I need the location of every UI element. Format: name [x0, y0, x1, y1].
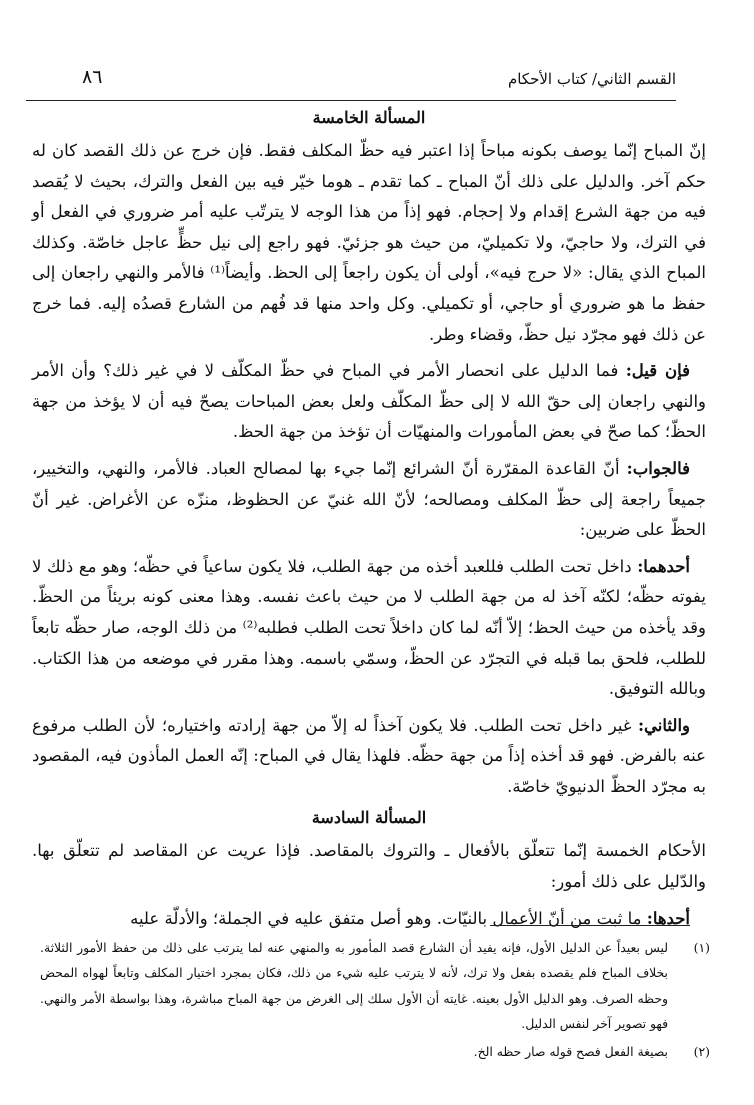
footnotes [40, 935, 710, 1066]
footnote-number: (٢) [693, 1043, 710, 1059]
paragraph-text: ما ثبت من أنّ الأعمال بالنيّات. وهو أصل متفق عليه في الجملة؛ والأدلّة عليه [130, 908, 647, 928]
footnote-text: بصيغة الفعل فصح قوله صار حظه الخ. [473, 1043, 668, 1059]
paragraph [32, 136, 706, 350]
running-title: القسم الثاني/ كتاب الأحكام [507, 70, 676, 88]
paragraph [32, 454, 706, 546]
page-number: ٨٦ [82, 66, 103, 88]
footnote-text: ليس بعيداً عن الدليل الأول، فإنه يفيد أن الشارع قصد المأمور به والمنهي عنه لما يترتب على ذلك من حفظ الأمور الثلاثة. بخلاف المباح فلم يقصده بفعل ولا ترك، لأنه لا يترتب عليه شيء من ذلك، فكان بمجرد اختيار المكلف وتابعاً لهواه المحض وحظه الصرف. وهو الدليل الأول بعينه. غايته أن الأول سلك إلى الغرض من جهة المباح مباشرة، وهذا بواسطة الأمر والنهي. فهو تصوير آخر لنفس الدليل. [40, 940, 668, 1032]
page-header [26, 60, 676, 101]
paragraph-lead: فإن قيل: [625, 361, 690, 381]
paragraph-text: غير داخل تحت الطلب. فلا يكون آخذاً له إلاّ من جهة إرادته واختياره؛ لأن الطلب مرفوع عنه بالفرض. فهو قد أخذه إذاً من جهة حظّه. فلهذا يقال في المباح: إنّه العمل المأذون فيه، المقصود به مجرّد الحظّ الدنيويّ خاصّة. [32, 715, 706, 796]
paragraph-lead: أحدهما: [637, 556, 690, 576]
footnote [40, 935, 710, 1037]
paragraph-lead: فالجواب: [626, 458, 690, 478]
section-heading-6: المسألة السادسة [311, 808, 427, 828]
paragraph-lead: والثاني: [637, 715, 690, 735]
section-heading-5: المسألة الخامسة [312, 108, 426, 127]
paragraph [32, 836, 706, 897]
main-text [32, 108, 706, 940]
paragraph-lead: أحدها: [646, 908, 690, 928]
footnote [40, 1039, 710, 1064]
footnote-divider [490, 925, 690, 926]
paragraph [32, 904, 706, 935]
paragraph-text: الأحكام الخمسة إنّما تتعلّق بالأفعال ـ والتروك بالمقاصد. فإذا عريت عن المقاصد لم تتعلّق بها. والدّليل على ذلك أمور: [32, 841, 706, 892]
paragraph-text: فما الدليل على انحصار الأمر في المباح في حظّ المكلّف لا في غير ذلك؟ وأن الأمر والنهي راجعان إلى حقّ الله لا إلى حظّ المكلّف ولعل بعض المباحات يصحّ فيه أن لا يؤخذ من جهة الحظّ؛ كما صحّ في بعض المأمورات والمنهيّات أن تؤخذ من جهة الحظ. [32, 361, 706, 442]
paragraph-text: أنّ القاعدة المقرّرة أنّ الشرائع إنّما جيء بها لمصالح العباد. فالأمر، والنهي، والتخيير، جميعاً راجعة إلى حظّ المكلف ومصالحه؛ لأنّ الله غنيّ عن الحظوظ، منزّه عن الأغراض. غير أنّ الحظّ على ضربين: [32, 458, 706, 540]
footnote-number: (١) [693, 940, 710, 955]
paragraph [32, 552, 706, 705]
paragraph-text: إنّ المباح إنّما يوصف بكونه مباحاً إذا اعتبر فيه حظّ المكلف فقط. فإن خرج عن ذلك القصد كان له حكم آخر. والدليل على ذلك أنّ المباح ـ كما تقدم ـ هوما خيّر فيه بين الفعل والترك، بحيث لا يُقصد فيه من جهة الشرع إقدام ولا إحجام. فهو إذاً من هذا الوجه لا يترتّب عليه أمر ضروري في الفعل أو في الترك، ولا حاجيّ، ولا تكميليّ، من حيث هو جزئيّ. فهو راجع إلى نيل حظٍّ عاجل خاصّة. وكذلك المباح الذي يقال: «لا حرج فيه»، أولى أن يكون راجعاً إلى الحظ. وأيضاً⁽¹⁾ فالأمر والنهي راجعان إلى حفظ ما هو ضروري أو حاجي، أو تكميلي. وكل واحد منها قد فُهم من الشارع قصدُه إليه. فما خرج عن ذلك فهو مجرّد نيل حظّ، وقضاء وطر. [32, 141, 707, 344]
paragraph-text: داخل تحت الطلب فللعبد أخذه من جهة الطلب، فلا يكون ساعياً في حظّه؛ وهو مع ذلك لا يفوته حظّه؛ لكنّه آخذ له من جهة الطلب لا من حيث باعث نفسه. وهذا معنى كونه بريئاً من الحظّ. وقد يأخذه من حيث الحظ؛ إلاّ أنّه لما كان داخلاً تحت الطلب فطلبه⁽²⁾ من ذلك الوجه، صار حظّه تابعاً للطلب، فلحق بما قبله في التجرّد عن الحظّ، وسمّي باسمه. وهذا مقرر في موضعه من هذا الكتاب. وبالله التوفيق. [32, 556, 706, 699]
paragraph [32, 356, 706, 448]
paragraph [32, 711, 706, 803]
